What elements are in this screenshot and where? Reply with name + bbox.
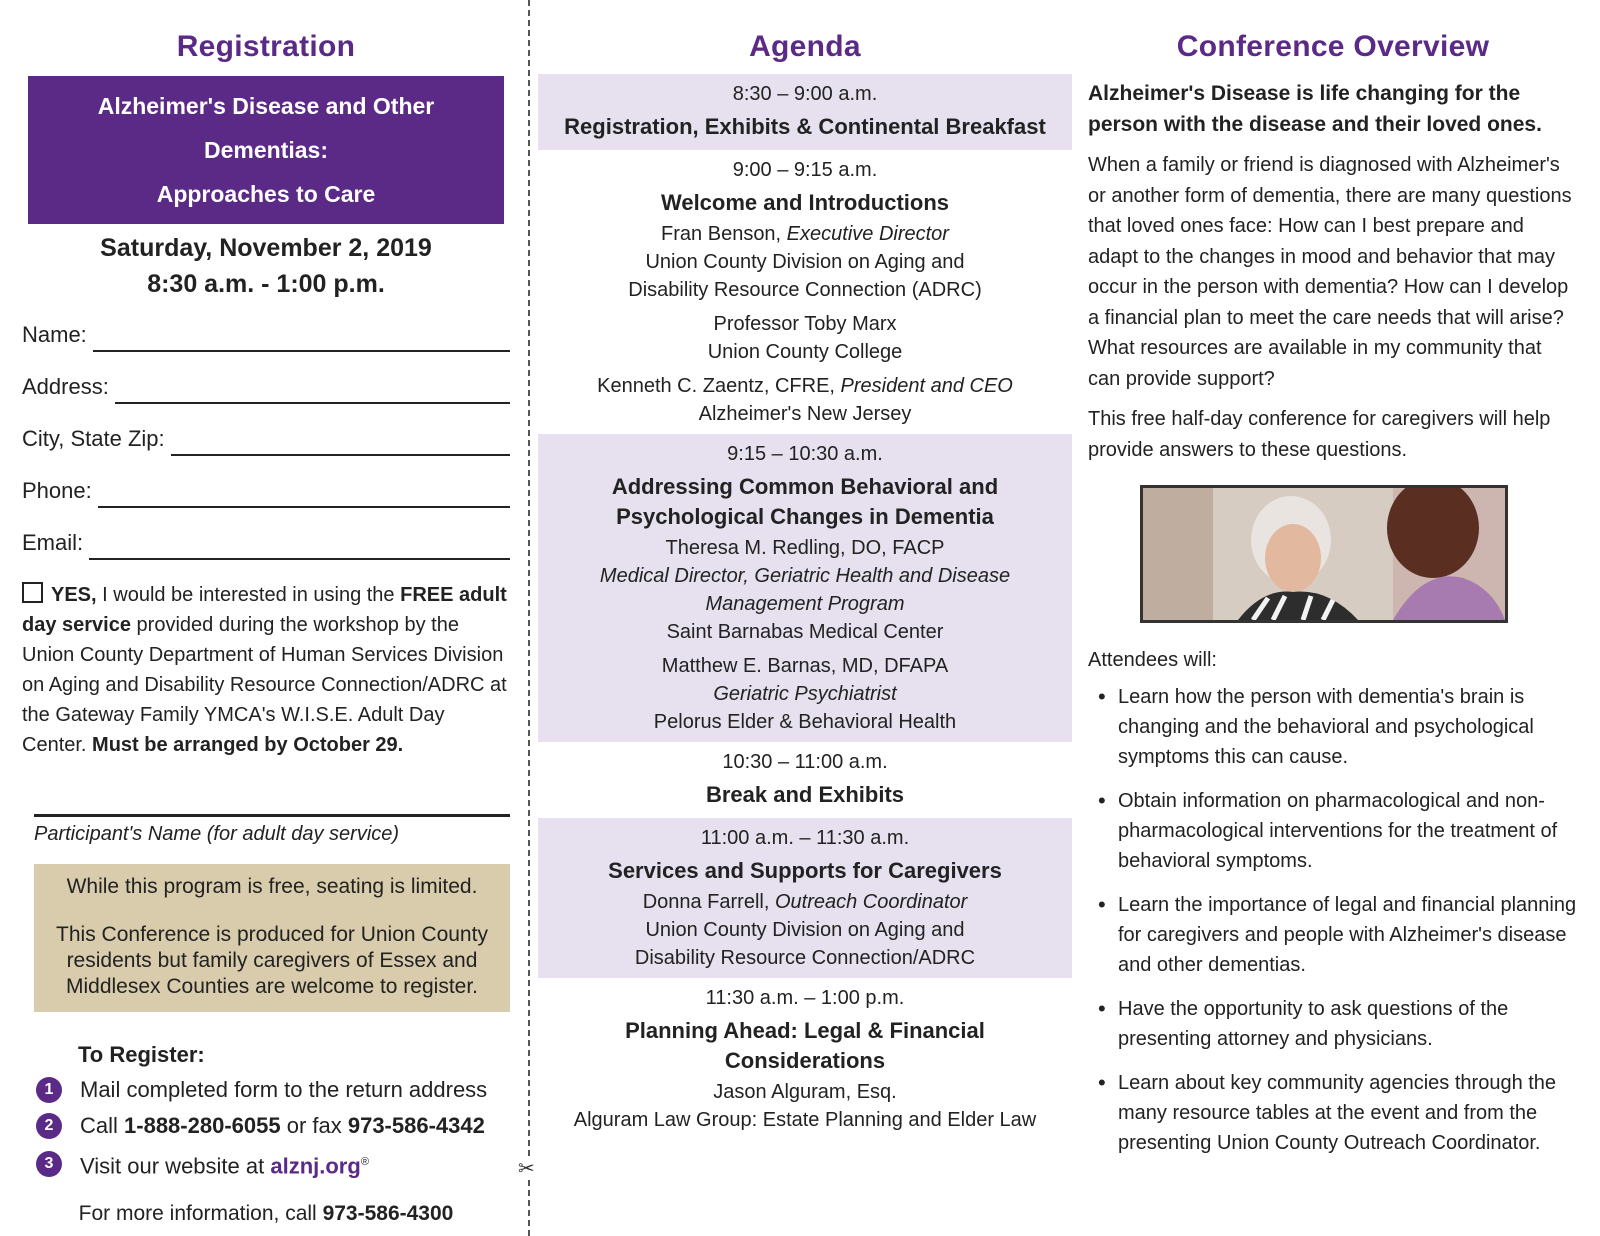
phone-number-link[interactable]: 1-888-280-6055 (124, 1113, 281, 1138)
event-title-line1: Alzheimer's Disease and Other Dementias: (97, 93, 435, 163)
list-item: • Have the opportunity to ask questions of the presenting attorney and physicians. (1096, 994, 1578, 1054)
adult-day-service-checkbox[interactable] (22, 582, 43, 603)
agenda-title-line: Addressing Common Behavioral and (611, 474, 999, 499)
agenda-item-welcome (538, 150, 1072, 434)
agenda-time: 9:15 – 10:30 a.m. (727, 443, 883, 465)
speaker-role: Outreach Coordinator (774, 891, 968, 913)
scissors-icon: ✂ (518, 1158, 535, 1180)
speaker-org: Alzheimer's New Jersey (698, 403, 912, 425)
email-input-line[interactable] (89, 528, 510, 560)
list-item: • Learn how the person with dementia's brain is changing and the behavioral and psychological symptoms this can cause. (1096, 682, 1578, 772)
field-label: City, State Zip: (22, 426, 165, 451)
notice-free: While this program is free, seating is limited. (66, 875, 478, 898)
speaker-role-line: Medical Director, Geriatric Health and Disease (599, 565, 1011, 587)
more-info-phone[interactable]: 973-586-4300 (322, 1202, 454, 1226)
speaker-role: Executive Director (786, 223, 949, 245)
agenda-time: 10:30 – 11:00 a.m. (722, 751, 888, 773)
list-item: • Learn the importance of legal and financial planning for caregivers and people with Alzheimer's disease and other dementias. (1096, 890, 1578, 980)
agenda-item-services (538, 818, 1072, 978)
register-steps (22, 1076, 510, 1180)
name-input-line[interactable] (93, 320, 510, 352)
attendee-benefits-list (1088, 682, 1578, 1158)
speaker-name: Matthew E. Barnas, MD, DFAPA (661, 655, 949, 677)
participant-name-line[interactable] (34, 814, 510, 846)
field-label: Phone: (22, 478, 92, 503)
to-register-heading: To Register: (78, 1042, 205, 1067)
field-label: Address: (22, 374, 109, 399)
registration-form (22, 302, 510, 562)
speaker-org: Alguram Law Group: Estate Planning and Elder Law (573, 1109, 1037, 1131)
event-time: 8:30 a.m. - 1:00 p.m. (147, 270, 385, 298)
registration-column (22, 0, 510, 1226)
agenda-heading: Agenda (749, 30, 861, 63)
speaker-role (542, 590, 1068, 618)
event-datetime (22, 230, 510, 302)
speaker (542, 220, 1068, 248)
more-info (22, 1202, 510, 1226)
agenda-title (542, 472, 1068, 532)
speaker-org: Disability Resource Connection (ADRC) (628, 279, 982, 301)
yes-text-bold-2: FREE adult day service (22, 584, 507, 636)
speaker-role-line: Management Program (705, 593, 905, 615)
speaker-role: President and CEO (840, 375, 1013, 397)
agenda-title: Services and Supports for Caregivers (608, 858, 1002, 883)
registration-heading: Registration (176, 30, 356, 63)
agenda-title: Planning Ahead: Legal & Financial Considerations (625, 1018, 985, 1073)
step-number-icon: 3 (36, 1151, 62, 1177)
speaker-name: Jason Alguram, Esq. (713, 1081, 897, 1103)
caregiver-photo-illustration (1143, 488, 1505, 620)
overview-heading: Conference Overview (1176, 30, 1490, 63)
speaker-org: Saint Barnabas Medical Center (666, 621, 944, 643)
speaker-role (542, 562, 1068, 590)
phone-input-line[interactable] (98, 476, 510, 508)
yes-label: YES, (51, 584, 97, 606)
speaker-name: Donna Farrell, (642, 891, 775, 913)
phone-field[interactable] (22, 458, 510, 510)
speaker-role (542, 680, 1068, 708)
event-title-banner (28, 76, 504, 224)
city-state-zip-field[interactable] (22, 406, 510, 458)
event-title-line2: Approaches to Care (156, 181, 376, 207)
caregiver-photo (1140, 485, 1508, 623)
seating-notice (34, 864, 510, 1012)
agenda-time: 8:30 – 9:00 a.m. (732, 83, 878, 105)
agenda-item-planning (538, 978, 1072, 1140)
step-text: Mail completed form to the return address (80, 1077, 488, 1102)
agenda-title: Break and Exhibits (705, 782, 905, 807)
speaker-org: Pelorus Elder & Behavioral Health (653, 711, 957, 733)
agenda-time: 11:30 a.m. – 1:00 p.m. (705, 987, 905, 1009)
registered-mark: ® (360, 1156, 369, 1168)
address-field[interactable] (22, 354, 510, 406)
yes-text-1: I would be interested in using the (96, 584, 401, 606)
register-step-website (36, 1148, 510, 1180)
step-text: Call (80, 1113, 125, 1138)
agenda-column (538, 0, 1072, 1140)
agenda-time: 9:00 – 9:15 a.m. (732, 159, 878, 181)
overview-paragraph-2: This free half-day conference for caregivers will help provide answers to these questions. (1088, 408, 1551, 461)
step-number-icon: 2 (36, 1113, 62, 1139)
list-item: • Learn about key community agencies through the many resource tables at the event and from the presenting Union County Outreach Coordinator. (1096, 1068, 1578, 1158)
agenda-time: 11:00 a.m. – 11:30 a.m. (700, 827, 910, 849)
agenda-item-break (538, 742, 1072, 818)
email-field[interactable] (22, 510, 510, 562)
speaker-org: Union County College (707, 341, 903, 363)
step-number-icon: 1 (36, 1077, 62, 1103)
agenda-title: Registration, Exhibits & Continental Breakfast (564, 114, 1046, 139)
step-text: or fax (280, 1113, 348, 1138)
notice-eligibility: This Conference is produced for Union County residents but family caregivers of Essex and Middlesex Counties are welcome to register. (56, 923, 488, 998)
agenda-title-line: Psychological Changes in Dementia (616, 504, 994, 529)
event-date: Saturday, November 2, 2019 (100, 234, 432, 262)
agenda-item-behavioral (538, 434, 1072, 742)
overview-paragraph-1: When a family or friend is diagnosed with Alzheimer's or another form of dementia, there are many questions that loved ones face: How can I best prepare and adapt to the changes in mood and behavior that may occur in the person with dementia? How can I develop a financial plan to meet the care needs that will arise? What resources are available in my community that can provide support? (1088, 154, 1572, 390)
list-item: • Obtain information on pharmacological and non-pharmacological interventions for the treatment of behavioral symptoms. (1096, 786, 1578, 876)
speaker-name: Kenneth C. Zaentz, CFRE, (597, 375, 841, 397)
speaker-role-line: Geriatric Psychiatrist (713, 683, 897, 705)
speaker-org: Disability Resource Connection/ADRC (634, 947, 976, 969)
field-label: Email: (22, 530, 84, 555)
speaker (542, 372, 1068, 400)
speaker (542, 888, 1068, 916)
register-step-mail (36, 1076, 510, 1104)
field-label: Name: (22, 322, 87, 347)
speaker-name: Professor Toby Marx (713, 313, 897, 335)
website-link[interactable]: alznj.org (270, 1153, 361, 1179)
overview-lead: Alzheimer's Disease is life changing for the person with the disease and their loved ones. (1088, 82, 1542, 136)
fax-number: 973-586-4342 (347, 1113, 485, 1138)
speaker-name: Theresa M. Redling, DO, FACP (665, 537, 945, 559)
name-field[interactable] (22, 302, 510, 354)
yes-deadline: Must be arranged by October 29. (92, 734, 404, 756)
more-info-text: For more information, call (78, 1202, 323, 1226)
register-step-call (36, 1112, 510, 1140)
address-input-line[interactable] (115, 372, 510, 404)
adult-day-service-option (22, 580, 510, 760)
speaker-org: Union County Division on Aging and (645, 251, 965, 273)
speaker-org: Union County Division on Aging and (645, 919, 965, 941)
step-text: Visit our website at (80, 1153, 271, 1179)
attendees-label: Attendees will: (1088, 649, 1217, 671)
participant-name-label: Participant's Name (for adult day service) (34, 823, 400, 845)
speaker-name: Fran Benson, (661, 223, 787, 245)
cut-line (528, 0, 530, 1236)
agenda-item-registration (538, 74, 1072, 150)
overview-column (1088, 0, 1578, 1172)
agenda-title: Welcome and Introductions (660, 190, 950, 215)
city-state-zip-input-line[interactable] (171, 424, 510, 456)
yes-text-2: provided during the workshop by the Union County Department of Human Services Division on Aging and Disability Resource Connection/ADRC at the Gateway Family YMCA's W.I.S.E. Adult Day Center. (22, 614, 507, 756)
